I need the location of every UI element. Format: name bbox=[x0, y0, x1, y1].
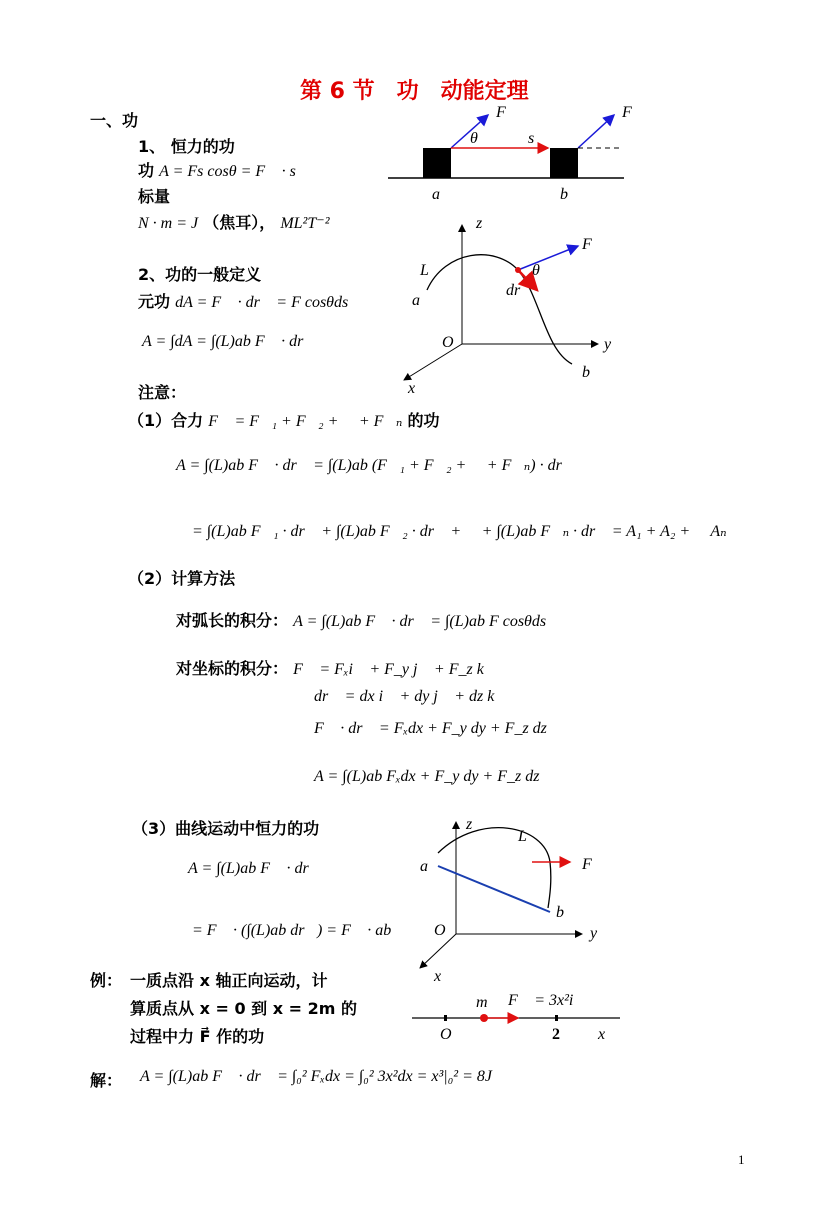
fig1-a-label: a bbox=[432, 186, 440, 203]
element-work-prefix: 元功 bbox=[138, 292, 171, 311]
page-title: 第 6 节 功 动能定理 bbox=[300, 79, 529, 104]
fig4-O-label: O bbox=[440, 1026, 452, 1043]
fig4-m-label: m bbox=[476, 994, 488, 1011]
section-heading: 一、功 bbox=[90, 111, 139, 130]
fig1-s-label: s⃗ bbox=[528, 130, 547, 147]
unit-name: （焦耳）， bbox=[203, 213, 276, 232]
page-number: 1 bbox=[738, 1152, 745, 1167]
arc-label: 对弧长的积分： bbox=[176, 611, 289, 630]
tick-O bbox=[444, 1015, 447, 1021]
tick-2 bbox=[555, 1015, 558, 1021]
fig2-a-label: a bbox=[412, 292, 420, 309]
fig2-F-label: F⃗ bbox=[582, 236, 605, 253]
solution-formula: A = ∫(L)ab F⃗ · dr⃗ = ∫₀² Fₓdx = ∫₀² 3x²dx = x³|₀² = 8J bbox=[140, 1068, 492, 1085]
note1-prefix: （1）合力 bbox=[128, 411, 204, 430]
coord-formula-1: F⃗ = Fₓi⃗ + F_y j⃗ + F_z k⃗ bbox=[293, 661, 497, 678]
fig2-z-label: z bbox=[476, 215, 483, 232]
fig3-b-label: b bbox=[556, 904, 564, 921]
mass-point bbox=[480, 1014, 488, 1022]
fig4-F-label: F⃗ = 3x²i⃗ bbox=[508, 992, 586, 1009]
solution-label: 解： bbox=[90, 1071, 123, 1090]
element-work-formula: dA = F⃗ · dr⃗ = F cosθds bbox=[175, 294, 349, 311]
force-vector-b bbox=[578, 115, 614, 148]
force-vector-fig2 bbox=[518, 246, 578, 270]
scalar-label: 标量 bbox=[138, 187, 171, 206]
fig1-theta-label: θ bbox=[470, 130, 478, 147]
block-a bbox=[423, 148, 451, 178]
example-line-3: 过程中力 F⃗ 作的功 bbox=[130, 1027, 265, 1046]
block-b bbox=[550, 148, 578, 178]
fig2-x-label: x bbox=[408, 380, 416, 397]
work-formula: A = Fs cosθ = F⃗ · s⃗ bbox=[159, 163, 309, 180]
fig2-y-label: y bbox=[604, 336, 612, 353]
arc-formula: A = ∫(L)ab F⃗ · dr⃗ = ∫(L)ab F cosθds bbox=[293, 613, 547, 630]
point-on-curve bbox=[515, 267, 521, 273]
fig3-F-label: F⃗ bbox=[582, 856, 605, 873]
fig2-L-label: L bbox=[420, 262, 429, 279]
fig4-2-label: 2 bbox=[552, 1026, 560, 1043]
fig3-L-label: L bbox=[518, 828, 527, 845]
note2-heading: （2）计算方法 bbox=[128, 569, 236, 588]
work-prefix: 功 bbox=[138, 161, 155, 180]
fig3-z-label: z bbox=[466, 816, 473, 833]
fig3-x-label: x bbox=[434, 968, 442, 985]
note1-equation-2: = ∫(L)ab F⃗₁ · dr⃗ + ∫(L)ab F⃗₂ · dr⃗ + ⋯ + ∫(L)ab F⃗ₙ · dr⃗ = A₁ + A₂ + ⋯ Aₙ bbox=[192, 523, 727, 540]
note3-equation-2: = F⃗ · (∫(L)ab dr⃗) = F⃗ · ab⃗ ， bbox=[192, 922, 421, 939]
coord-formula-3: F⃗ · dr⃗ = Fₓdx + F_y dy + F_z dz bbox=[314, 720, 547, 737]
note1-equation-1: A = ∫(L)ab F⃗ · dr⃗ = ∫(L)ab (F⃗₁ + F⃗₂ + ⋯ + F⃗ₙ) · dr⃗ bbox=[176, 457, 575, 474]
note1-formula: F⃗ = F⃗₁ + F⃗₂ + ⋯ + F⃗ₙ bbox=[208, 413, 403, 430]
subsection-heading-2: 2、功的一般定义 bbox=[138, 265, 262, 284]
example-label: 例： bbox=[90, 971, 123, 990]
fig3-a-label: a bbox=[420, 858, 428, 875]
coord-formula-4: A = ∫(L)ab Fₓdx + F_y dy + F_z dz bbox=[314, 768, 540, 785]
fig2-dr-label: dr⃗ bbox=[506, 282, 533, 299]
example-line-1: 一质点沿 x 轴正向运动，计 bbox=[130, 971, 328, 990]
fig1-F-label-a: F⃗ bbox=[496, 104, 519, 121]
coord-label: 对坐标的积分： bbox=[176, 659, 289, 678]
fig1-F-label-b: F⃗ bbox=[622, 104, 645, 121]
fig2-theta-label: θ bbox=[532, 262, 540, 279]
fig3-y-label: y bbox=[590, 925, 598, 942]
fig2-b-label: b bbox=[582, 364, 590, 381]
fig2-O-label: O bbox=[442, 334, 454, 351]
curve-L-3 bbox=[438, 828, 551, 908]
dimension: ML²T⁻² bbox=[280, 215, 330, 232]
note-label: 注意： bbox=[138, 383, 187, 402]
unit-formula: N · m = J bbox=[138, 215, 199, 232]
note3-heading: （3）曲线运动中恒力的功 bbox=[132, 819, 320, 838]
fig1-b-label: b bbox=[560, 186, 568, 203]
fig4-x-label: x bbox=[598, 1026, 606, 1043]
subsection-heading: 1、 恒力的功 bbox=[138, 137, 235, 156]
fig3-O-label: O bbox=[434, 922, 446, 939]
integral-definition: A = ∫dA = ∫(L)ab F⃗ · dr⃗ bbox=[142, 333, 316, 350]
example-line-2: 算质点从 x = 0 到 x = 2m 的 bbox=[130, 999, 357, 1018]
coord-formula-2: dr⃗ = dx i⃗ + dy j⃗ + dz k⃗ bbox=[314, 688, 507, 705]
note1-suffix: 的功 bbox=[407, 411, 440, 430]
note3-equation-1: A = ∫(L)ab F⃗ · dr⃗ bbox=[188, 860, 322, 877]
chord-ab bbox=[438, 866, 550, 912]
